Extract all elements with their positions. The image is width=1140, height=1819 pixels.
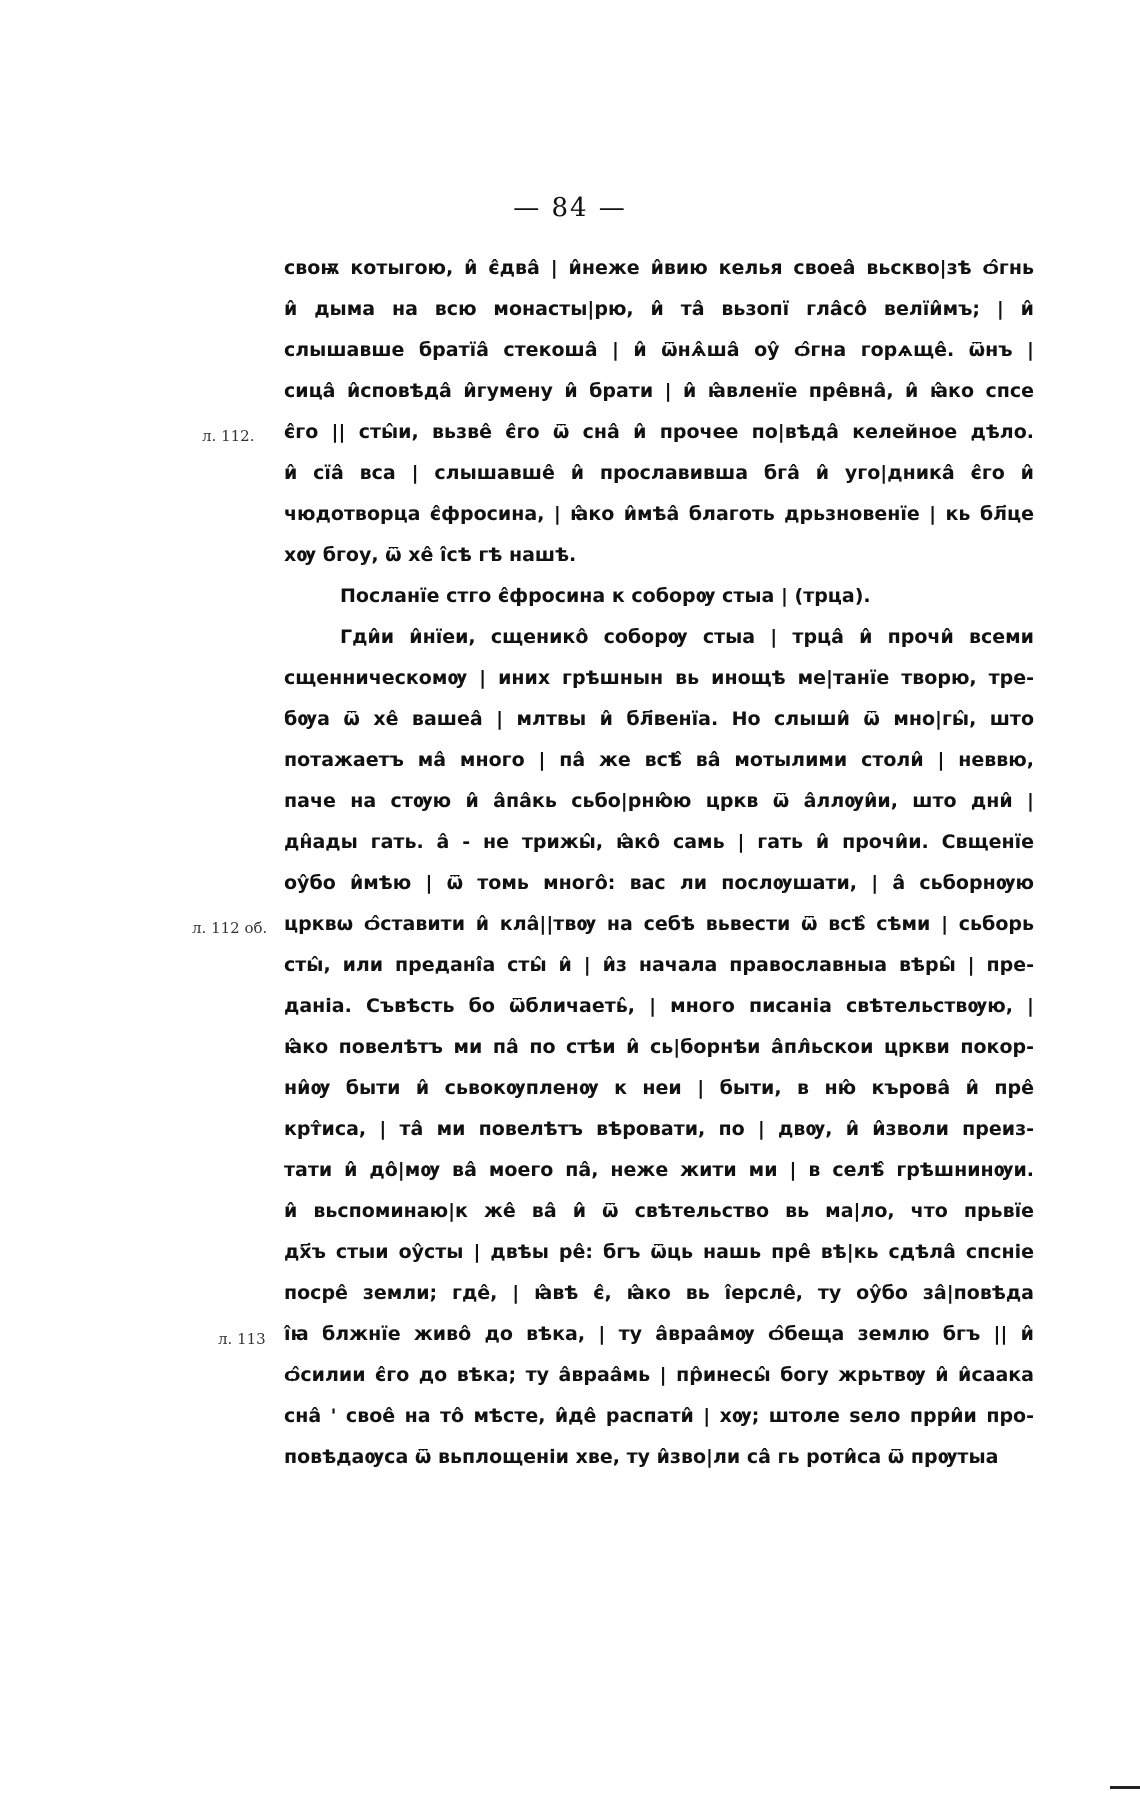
- text-line: крт̂иса, | та̂ ми повелѣтъ вѣровати, по | двѹ, и̂ и̂зволи преиз-: [284, 1118, 1034, 1140]
- text-line: и̂ вьспоминаю|к же̂ ва̂ и̂ ѿ свѣтельство вь ма|ло, что прьвїе: [284, 1200, 1034, 1222]
- text-line: чюдотворца є̂фросина, | ꙗ̂ко и̂мѣа̂ благоть дрьзновенїе | кь бл҃це: [284, 503, 1034, 525]
- text-line: даніа. Съвѣсть бо ѿбличаеть̂, | много писаніа свѣтельствѹю, |: [284, 995, 1034, 1017]
- text-line: ꙗ̂ко повелѣтъ ми па̂ по стѣи и̂ сь|борнѣи а̂пл̂ьскои цркви покор-: [284, 1036, 1034, 1058]
- text-line: своѭ котыгою, и̂ є̂два̂ | и̂неже и̂вию келья своеа̂ вьскво|зѣ ѻ̂гнь: [284, 257, 1034, 279]
- text-line: є̂го || сты̂и, вьзве̂ є̂го ѿ сна̂ и̂ прочее по|вѣда̂ келейное дѣло.: [284, 421, 1034, 443]
- page-number: — 84 —: [513, 193, 627, 223]
- text-line: сна̂ ' свое̂ на то̂ мѣсте, и̂де̂ распати̂ | хѹ; штоле ѕело прри̂и про-: [284, 1405, 1034, 1427]
- margin-note-folio: л. 113: [218, 1330, 266, 1348]
- text-line: ѻ̂силии є̂го до вѣка; ту а̂враа̂мь | пр̂инесы̂ богу жрьтвѹ и̂ и̂саака: [284, 1364, 1034, 1386]
- text-line: тати и̂ до̂|мѹ ва̂ моего па̂, неже жити ми | в селѣ̂ грѣшнинѹи.: [284, 1159, 1034, 1181]
- text-line: сты̂, или предані̂а сты̂ и̂ | и̂з начала православныа вѣры̂ | пре-: [284, 954, 1034, 976]
- text-line: црквѡ ѻ̂ставити и̂ кла̂||твѹ на себѣ вьвести ѿ всѣ̂ сѣми | сьборь: [284, 913, 1034, 935]
- text-line: посре̂ земли; где̂, | ꙗ̂вѣ є̂, ꙗ̂ко вь і̂ерсле̂, ту оу̂бо за̂|повѣда: [284, 1282, 1034, 1304]
- text-line: и̂ дыма на всю монасты|рю, и̂ та̂ вьзопї гла̂со̂ велїи̂мъ; | и̂: [284, 298, 1034, 320]
- text-line: повѣдаѹса ѿ вьплощеніи хве, ту и̂зво|ли са̂ гь роти̂са ѿ прѹтыа: [284, 1446, 999, 1468]
- section-heading: Посланїе стго є̂фросина к соборѹ стыа | (трца).: [340, 585, 871, 607]
- text-line: дн̂ады гать. а̂ - не трижы̂, ꙗ̂ко̂ самь | гать и̂ прочи̂и. Свщенїе: [284, 831, 1034, 853]
- text-line: слышавше братїа̂ стекоша̂ | и̂ ѿнѧ̂ша̂ оу̂ ѻ̂гна горѧще̂. ѿнъ |: [284, 339, 1034, 361]
- text-line: сица̂ и̂сповѣда̂ и̂гумену и̂ брати | и̂ ꙗ̂вленїе пре̂вна̂, и̂ ꙗ̂ко спсе: [284, 380, 1034, 402]
- body-text: [284, 248, 1034, 1478]
- text-line: потажаетъ ма̂ много | па̂ же всѣ̂ ва̂ мотылими столи̂ | неввю,: [284, 749, 1034, 771]
- text-line: сщенническомѹ | иних грѣшнын вь инощѣ ме|танїе творю, тре-: [284, 667, 1034, 689]
- text-line: бѹа ѿ хе̂ вашеа̂ | млтвы и̂ бл҃венїа. Но слыши̂ ѿ мно|гы̂, што: [284, 708, 1034, 730]
- text-line: ни̂ѹ быти и̂ сьвокѹпленѹ к неи | быти, в ню̂ кърова̂ и̂ пре̂: [284, 1077, 1034, 1099]
- text-line: и̂ сїа̂ вса | слышавше̂ и̂ прославивша бга̂ и̂ уго|дника̂ є̂го и̂: [284, 462, 1034, 484]
- margin-note-folio: л. 112.: [202, 427, 255, 445]
- text-line: Гди̂и и̂нїеи, сщенико̂ соборѹ стыа | трца̂ и̂ прочи̂ всеми: [340, 626, 1034, 648]
- text-line: оу̂бо и̂мѣю | ѿ томь много̂: вас ли послѹшати, | а̂ сьборнѹю: [284, 872, 1034, 894]
- text-line: дх҃ъ стыи оу̂сты | двѣы ре̂: бгъ ѿць нашь пре̂ вѣ|кь сдѣла̂ спсніе: [284, 1241, 1034, 1263]
- text-line: і̂ꙗ блжнїе живо̂ до вѣка, | ту а̂враа̂мѹ ѻ̂беща землю бгъ || и̂: [284, 1323, 1034, 1345]
- text-line: паче на стѹю и̂ а̂па̂кь сьбо|рню̂ю цркв ѿ а̂ллѹи̂и, што дни̂ |: [284, 790, 1034, 812]
- scan-edge-mark: [1110, 1786, 1140, 1789]
- margin-note-folio: л. 112 об.: [192, 919, 268, 937]
- text-line: хѹ бгоу, ѿ хе̂ і̂сѣ гѣ нашѣ.: [284, 544, 577, 566]
